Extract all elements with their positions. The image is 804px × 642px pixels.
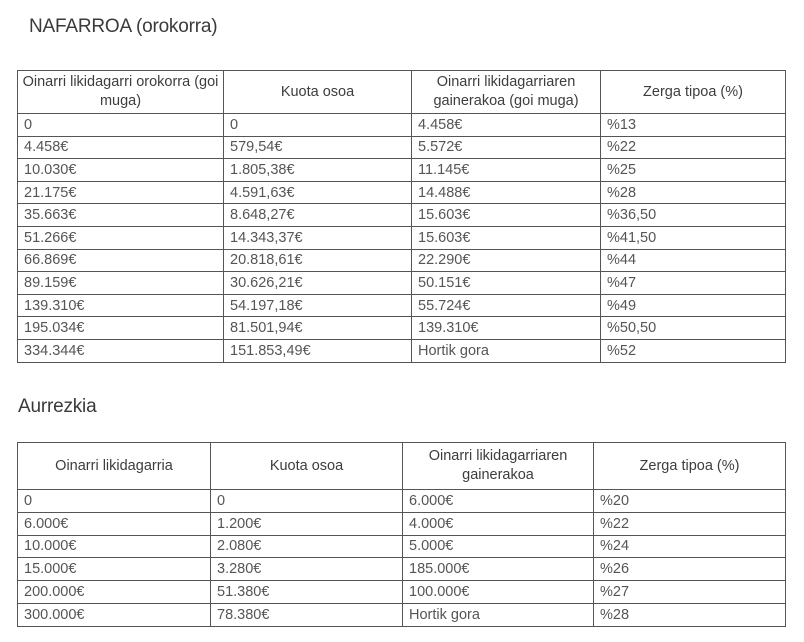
cell-remainder: 15.603€	[412, 226, 601, 249]
column-header-base: Oinarri likidagarri orokorra (goi muga)	[18, 71, 224, 114]
cell-quota: 20.818,61€	[224, 249, 412, 272]
cell-remainder: 5.000€	[403, 535, 594, 558]
cell-rate: %44	[601, 249, 786, 272]
cell-remainder: Hortik gora	[412, 339, 601, 362]
savings-tax-table	[17, 442, 786, 627]
column-header-remainder: Oinarri likidagarriaren gainerakoa	[403, 443, 594, 490]
section-title-nafarroa: NAFARROA (orokorra)	[29, 16, 218, 37]
cell-quota: 0	[211, 490, 403, 513]
table-row	[18, 136, 786, 159]
cell-base: 89.159€	[18, 272, 224, 295]
cell-remainder: Hortik gora	[403, 603, 594, 626]
cell-quota: 0	[224, 114, 412, 137]
column-header-quota: Kuota osoa	[224, 71, 412, 114]
column-header-rate: Zerga tipoa (%)	[594, 443, 786, 490]
cell-base: 51.266€	[18, 226, 224, 249]
table-row	[18, 339, 786, 362]
cell-rate: %28	[594, 603, 786, 626]
table-row	[18, 603, 786, 626]
cell-remainder: 15.603€	[412, 204, 601, 227]
cell-rate: %52	[601, 339, 786, 362]
table-row	[18, 114, 786, 137]
column-header-base: Oinarri likidagarria	[18, 443, 211, 490]
column-header-remainder: Oinarri likidagarriaren gainerakoa (goi muga)	[412, 71, 601, 114]
general-tax-table	[17, 70, 786, 363]
cell-base: 4.458€	[18, 136, 224, 159]
cell-quota: 8.648,27€	[224, 204, 412, 227]
cell-base: 0	[18, 114, 224, 137]
table-header-row	[18, 443, 786, 490]
cell-quota: 78.380€	[211, 603, 403, 626]
cell-rate: %24	[594, 535, 786, 558]
cell-remainder: 4.000€	[403, 512, 594, 535]
cell-remainder: 6.000€	[403, 490, 594, 513]
cell-remainder: 22.290€	[412, 249, 601, 272]
cell-quota: 4.591,63€	[224, 181, 412, 204]
table-row	[18, 490, 786, 513]
cell-rate: %20	[594, 490, 786, 513]
cell-remainder: 100.000€	[403, 581, 594, 604]
cell-quota: 579,54€	[224, 136, 412, 159]
cell-rate: %49	[601, 294, 786, 317]
table-row	[18, 558, 786, 581]
cell-quota: 54.197,18€	[224, 294, 412, 317]
table-row	[18, 581, 786, 604]
cell-base: 200.000€	[18, 581, 211, 604]
cell-quota: 81.501,94€	[224, 317, 412, 340]
cell-base: 15.000€	[18, 558, 211, 581]
cell-rate: %22	[601, 136, 786, 159]
cell-rate: %28	[601, 181, 786, 204]
cell-quota: 51.380€	[211, 581, 403, 604]
cell-remainder: 55.724€	[412, 294, 601, 317]
table-row	[18, 512, 786, 535]
column-header-quota: Kuota osoa	[211, 443, 403, 490]
table-row	[18, 181, 786, 204]
cell-quota: 30.626,21€	[224, 272, 412, 295]
table-row	[18, 249, 786, 272]
cell-remainder: 4.458€	[412, 114, 601, 137]
table-row	[18, 204, 786, 227]
cell-rate: %25	[601, 159, 786, 182]
cell-rate: %26	[594, 558, 786, 581]
cell-base: 66.869€	[18, 249, 224, 272]
cell-rate: %50,50	[601, 317, 786, 340]
cell-base: 10.030€	[18, 159, 224, 182]
table-row	[18, 159, 786, 182]
cell-base: 0	[18, 490, 211, 513]
cell-quota: 3.280€	[211, 558, 403, 581]
cell-rate: %27	[594, 581, 786, 604]
cell-rate: %47	[601, 272, 786, 295]
column-header-rate: Zerga tipoa (%)	[601, 71, 786, 114]
cell-remainder: 185.000€	[403, 558, 594, 581]
cell-base: 334.344€	[18, 339, 224, 362]
cell-remainder: 14.488€	[412, 181, 601, 204]
cell-quota: 1.805,38€	[224, 159, 412, 182]
cell-base: 139.310€	[18, 294, 224, 317]
cell-quota: 14.343,37€	[224, 226, 412, 249]
cell-base: 10.000€	[18, 535, 211, 558]
table-body	[18, 114, 786, 363]
cell-base: 21.175€	[18, 181, 224, 204]
table-row	[18, 294, 786, 317]
cell-rate: %22	[594, 512, 786, 535]
cell-rate: %13	[601, 114, 786, 137]
table-header-row	[18, 71, 786, 114]
table-row	[18, 535, 786, 558]
cell-base: 300.000€	[18, 603, 211, 626]
cell-remainder: 5.572€	[412, 136, 601, 159]
cell-quota: 1.200€	[211, 512, 403, 535]
section-title-aurrezkia: Aurrezkia	[18, 396, 97, 417]
cell-rate: %36,50	[601, 204, 786, 227]
cell-base: 195.034€	[18, 317, 224, 340]
table-row	[18, 317, 786, 340]
cell-quota: 151.853,49€	[224, 339, 412, 362]
table-row	[18, 272, 786, 295]
cell-remainder: 50.151€	[412, 272, 601, 295]
cell-base: 35.663€	[18, 204, 224, 227]
cell-remainder: 11.145€	[412, 159, 601, 182]
cell-remainder: 139.310€	[412, 317, 601, 340]
cell-quota: 2.080€	[211, 535, 403, 558]
cell-base: 6.000€	[18, 512, 211, 535]
table-row	[18, 226, 786, 249]
cell-rate: %41,50	[601, 226, 786, 249]
table-body	[18, 490, 786, 627]
